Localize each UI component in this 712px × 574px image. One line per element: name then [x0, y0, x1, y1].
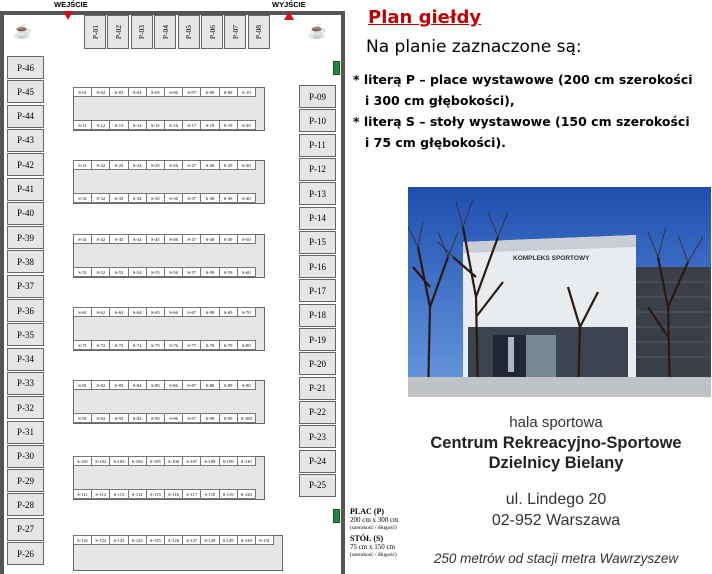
table-s-96: S-96 — [164, 413, 183, 423]
table-s-73: S-73 — [109, 340, 128, 350]
table-s-119: S-119 — [219, 489, 238, 499]
table-s-04: S-04 — [128, 87, 147, 97]
table-s-102: S-102 — [91, 456, 110, 466]
place-p-26: P-26 — [7, 542, 44, 565]
place-p-21: P-21 — [299, 377, 336, 400]
table-s-32: S-32 — [91, 193, 110, 203]
table-s-47: S-47 — [182, 234, 201, 244]
table-s-67: S-67 — [182, 307, 201, 317]
place-p-38: P-38 — [7, 250, 44, 273]
table-s-06: S-06 — [164, 87, 183, 97]
table-s-30: S-30 — [237, 160, 256, 170]
table-s-23: S-23 — [109, 160, 128, 170]
table-s-118: S-118 — [200, 489, 219, 499]
table-s-56: S-56 — [164, 267, 183, 277]
table-s-107: S-107 — [182, 456, 201, 466]
place-p-22: P-22 — [299, 401, 336, 424]
table-s-18: S-18 — [200, 120, 219, 130]
table-s-58: S-58 — [200, 267, 219, 277]
table-s-92: S-92 — [91, 413, 110, 423]
table-s-31: S-31 — [73, 193, 92, 203]
place-p-10: P-10 — [299, 109, 336, 132]
legend-stol-title: STÓŁ (S) — [350, 534, 384, 543]
table-s-01: S-01 — [73, 87, 92, 97]
table-s-97: S-97 — [182, 413, 201, 423]
table-s-109: S-109 — [219, 456, 238, 466]
table-s-11: S-11 — [73, 120, 92, 130]
table-row — [73, 413, 255, 423]
table-s-129: S-129 — [219, 535, 238, 545]
table-s-94: S-94 — [128, 413, 147, 423]
table-s-101: S-101 — [73, 456, 92, 466]
table-row — [73, 120, 255, 130]
table-s-13: S-13 — [109, 120, 128, 130]
table-s-127: S-127 — [182, 535, 201, 545]
table-s-81: S-81 — [73, 380, 92, 390]
metro-info: 250 metrów od stacji metra Wawrzyszew — [433, 551, 679, 566]
table-row — [73, 234, 255, 244]
place-p-11: P-11 — [299, 134, 336, 157]
table-s-69: S-69 — [219, 307, 238, 317]
table-row — [73, 193, 255, 203]
table-s-62: S-62 — [91, 307, 110, 317]
table-s-74: S-74 — [128, 340, 147, 350]
place-p-33: P-33 — [7, 372, 44, 395]
legend-stol-note: (szerokość / długość) — [350, 552, 397, 558]
table-row — [73, 489, 255, 499]
table-s-53: S-53 — [109, 267, 128, 277]
place-label: P-07 — [230, 24, 240, 40]
table-s-05: S-05 — [146, 87, 165, 97]
table-s-50: S-50 — [237, 234, 256, 244]
place-label: P-04 — [160, 24, 170, 40]
table-s-79: S-79 — [219, 340, 238, 350]
table-s-125: S-125 — [146, 535, 165, 545]
place-p-44: P-44 — [7, 105, 44, 128]
table-s-77: S-77 — [182, 340, 201, 350]
table-s-82: S-82 — [91, 380, 110, 390]
place-p-19: P-19 — [299, 328, 336, 351]
place-p-28: P-28 — [7, 493, 44, 516]
table-s-66: S-66 — [164, 307, 183, 317]
place-label: P-02 — [113, 24, 123, 40]
table-s-76: S-76 — [164, 340, 183, 350]
table-s-128: S-128 — [200, 535, 219, 545]
table-s-27: S-27 — [182, 160, 201, 170]
table-s-83: S-83 — [109, 380, 128, 390]
table-s-110: S-110 — [237, 456, 256, 466]
table-s-57: S-57 — [182, 267, 201, 277]
table-s-78: S-78 — [200, 340, 219, 350]
place-label: P-08 — [254, 24, 264, 40]
table-s-41: S-41 — [73, 234, 92, 244]
table-s-54: S-54 — [128, 267, 147, 277]
table-s-89: S-89 — [219, 380, 238, 390]
place-p-20: P-20 — [299, 352, 336, 375]
table-s-07: S-07 — [182, 87, 201, 97]
table-s-122: S-122 — [91, 535, 110, 545]
entrance-arrow-icon — [63, 11, 73, 20]
table-s-115: S-115 — [146, 489, 165, 499]
place-p-31: P-31 — [7, 421, 44, 444]
table-s-10: S-10 — [237, 87, 256, 97]
table-s-46: S-46 — [164, 234, 183, 244]
table-s-52: S-52 — [91, 267, 110, 277]
table-s-84: S-84 — [128, 380, 147, 390]
table-s-108: S-108 — [200, 456, 219, 466]
table-row — [73, 307, 255, 317]
table-s-65: S-65 — [146, 307, 165, 317]
table-s-103: S-103 — [109, 456, 128, 466]
bullet1-line2: i 300 cm głębokości), — [365, 93, 515, 108]
table-s-08: S-08 — [200, 87, 219, 97]
table-s-90: S-90 — [237, 380, 256, 390]
table-s-28: S-28 — [200, 160, 219, 170]
table-s-120: S-120 — [237, 489, 256, 499]
table-row — [73, 160, 255, 170]
place-p-42: P-42 — [7, 153, 44, 176]
table-row — [73, 380, 255, 390]
place-p-46: P-46 — [7, 56, 44, 79]
table-s-124: S-124 — [128, 535, 147, 545]
place-p-40: P-40 — [7, 202, 44, 225]
table-s-95: S-95 — [146, 413, 165, 423]
table-row — [73, 340, 255, 350]
table-s-39: S-39 — [219, 193, 238, 203]
table-s-72: S-72 — [91, 340, 110, 350]
table-s-91: S-91 — [73, 413, 92, 423]
table-s-80: S-80 — [237, 340, 256, 350]
table-s-87: S-87 — [182, 380, 201, 390]
exit-label: WYJŚCIE — [272, 0, 306, 9]
table-s-105: S-105 — [146, 456, 165, 466]
bullet2-line2: i 75 cm głębokości). — [365, 135, 506, 150]
building-photo — [408, 187, 711, 397]
table-s-61: S-61 — [73, 307, 92, 317]
place-p-37: P-37 — [7, 275, 44, 298]
place-p-03 — [131, 15, 153, 49]
table-s-19: S-19 — [219, 120, 238, 130]
place-p-05 — [178, 15, 200, 49]
table-s-116: S-116 — [164, 489, 183, 499]
legend-stol-size: 75 cm x 150 cm — [350, 543, 396, 551]
table-s-106: S-106 — [164, 456, 183, 466]
place-p-23: P-23 — [299, 425, 336, 448]
table-row — [73, 87, 255, 97]
table-s-17: S-17 — [182, 120, 201, 130]
exit-arrow-icon — [284, 11, 294, 20]
place-p-14: P-14 — [299, 207, 336, 230]
table-s-15: S-15 — [146, 120, 165, 130]
table-s-48: S-48 — [200, 234, 219, 244]
table-s-86: S-86 — [164, 380, 183, 390]
table-s-12: S-12 — [91, 120, 110, 130]
table-s-112: S-112 — [91, 489, 110, 499]
table-s-40: S-40 — [237, 193, 256, 203]
table-s-131: S-131 — [255, 535, 274, 545]
place-p-35: P-35 — [7, 323, 44, 346]
place-p-17: P-17 — [299, 279, 336, 302]
table-s-03: S-03 — [109, 87, 128, 97]
table-s-38: S-38 — [200, 193, 219, 203]
place-label: P-05 — [184, 24, 194, 40]
place-p-18: P-18 — [299, 304, 336, 327]
place-p-01 — [84, 15, 106, 49]
subtitle: Na planie zaznaczone są: — [366, 37, 582, 57]
table-s-43: S-43 — [109, 234, 128, 244]
table-s-37: S-37 — [182, 193, 201, 203]
place-p-24: P-24 — [299, 450, 336, 473]
place-p-45: P-45 — [7, 80, 44, 103]
table-s-98: S-98 — [200, 413, 219, 423]
legend-plac-size: 200 cm x 300 cm — [350, 516, 399, 524]
table-s-64: S-64 — [128, 307, 147, 317]
emergency-exit-icon — [333, 509, 340, 523]
building-sign: KOMPLEKS SPORTOWY — [513, 255, 590, 262]
table-s-99: S-99 — [219, 413, 238, 423]
place-p-16: P-16 — [299, 255, 336, 278]
table-s-49: S-49 — [219, 234, 238, 244]
place-label: P-01 — [90, 24, 100, 40]
table-s-123: S-123 — [109, 535, 128, 545]
table-s-45: S-45 — [146, 234, 165, 244]
bullet2-line1: literą S – stoły wystawowe (150 cm szerokości — [363, 114, 690, 129]
place-p-08 — [248, 15, 270, 49]
place-p-32: P-32 — [7, 396, 44, 419]
venue-name: Centrum Rekreacyjno-Sportowe — [430, 434, 682, 452]
place-label: P-03 — [137, 24, 147, 40]
bullet1-line1: literą P – place wystawowe (200 cm szerokości — [363, 72, 693, 87]
place-p-25: P-25 — [299, 474, 336, 497]
legend-plac-title: PLAC (P) — [350, 507, 384, 516]
entrance-label: WEJŚCIE — [54, 0, 88, 9]
table-s-51: S-51 — [73, 267, 92, 277]
place-p-12: P-12 — [299, 158, 336, 181]
table-s-08: S-08 — [200, 307, 219, 317]
place-p-39: P-39 — [7, 226, 44, 249]
table-s-09: S-09 — [219, 87, 238, 97]
place-p-13: P-13 — [299, 182, 336, 205]
place-p-27: P-27 — [7, 518, 44, 541]
table-s-34: S-34 — [128, 193, 147, 203]
table-s-26: S-26 — [164, 160, 183, 170]
place-p-30: P-30 — [7, 445, 44, 468]
table-s-114: S-114 — [128, 489, 147, 499]
place-label: P-06 — [207, 24, 217, 40]
table-s-121: S-121 — [73, 535, 92, 545]
table-s-55: S-55 — [146, 267, 165, 277]
table-s-42: S-42 — [91, 234, 110, 244]
place-p-09: P-09 — [299, 85, 336, 108]
bullet-icon: * — [353, 72, 364, 87]
venue-type: hala sportowa — [509, 414, 603, 431]
place-p-29: P-29 — [7, 469, 44, 492]
place-p-36: P-36 — [7, 299, 44, 322]
table-s-24: S-24 — [128, 160, 147, 170]
table-s-111: S-111 — [73, 489, 92, 499]
table-s-60: S-60 — [237, 267, 256, 277]
table-s-36: S-36 — [164, 193, 183, 203]
table-s-100: S-100 — [237, 413, 256, 423]
place-p-02 — [107, 15, 129, 49]
table-s-02: S-02 — [91, 87, 110, 97]
table-s-63: S-63 — [109, 307, 128, 317]
table-s-75: S-75 — [146, 340, 165, 350]
coffee-cup-icon: ☕ — [13, 24, 32, 40]
table-s-16: S-16 — [164, 120, 183, 130]
table-row — [73, 267, 255, 277]
table-s-20: S-20 — [237, 120, 256, 130]
table-s-33: S-33 — [109, 193, 128, 203]
table-s-93: S-93 — [109, 413, 128, 423]
legend-plac-note: (szerokość / długość) — [350, 525, 397, 531]
venue-street: ul. Lindego 20 — [505, 491, 607, 508]
place-p-15: P-15 — [299, 231, 336, 254]
table-s-70: S-70 — [237, 307, 256, 317]
table-s-130: S-130 — [237, 535, 256, 545]
place-p-34: P-34 — [7, 348, 44, 371]
bullet-icon: * — [353, 114, 364, 129]
place-p-06 — [201, 15, 223, 49]
table-s-85: S-85 — [146, 380, 165, 390]
venue-city: 02-952 Warszawa — [491, 512, 621, 529]
venue-district: Dzielnicy Bielany — [488, 454, 624, 472]
place-p-43: P-43 — [7, 129, 44, 152]
table-s-59: S-59 — [219, 267, 238, 277]
table-s-117: S-117 — [182, 489, 201, 499]
table-s-113: S-113 — [109, 489, 128, 499]
table-row — [73, 456, 255, 466]
table-s-21: S-21 — [73, 160, 92, 170]
place-p-07 — [224, 15, 246, 49]
table-s-104: S-104 — [128, 456, 147, 466]
table-s-88: S-88 — [200, 380, 219, 390]
table-row — [73, 535, 273, 545]
legend-description — [353, 69, 712, 153]
place-p-41: P-41 — [7, 178, 44, 201]
place-p-04 — [154, 15, 176, 49]
table-s-71: S-71 — [73, 340, 92, 350]
emergency-exit-icon — [333, 61, 340, 75]
coffee-cup-icon: ☕ — [308, 24, 327, 40]
table-s-25: S-25 — [146, 160, 165, 170]
table-s-29: S-29 — [219, 160, 238, 170]
table-s-126: S-126 — [164, 535, 183, 545]
table-s-14: S-14 — [128, 120, 147, 130]
table-s-35: S-35 — [146, 193, 165, 203]
table-s-22: S-22 — [91, 160, 110, 170]
page-title: Plan giełdy — [368, 7, 482, 28]
table-s-44: S-44 — [128, 234, 147, 244]
